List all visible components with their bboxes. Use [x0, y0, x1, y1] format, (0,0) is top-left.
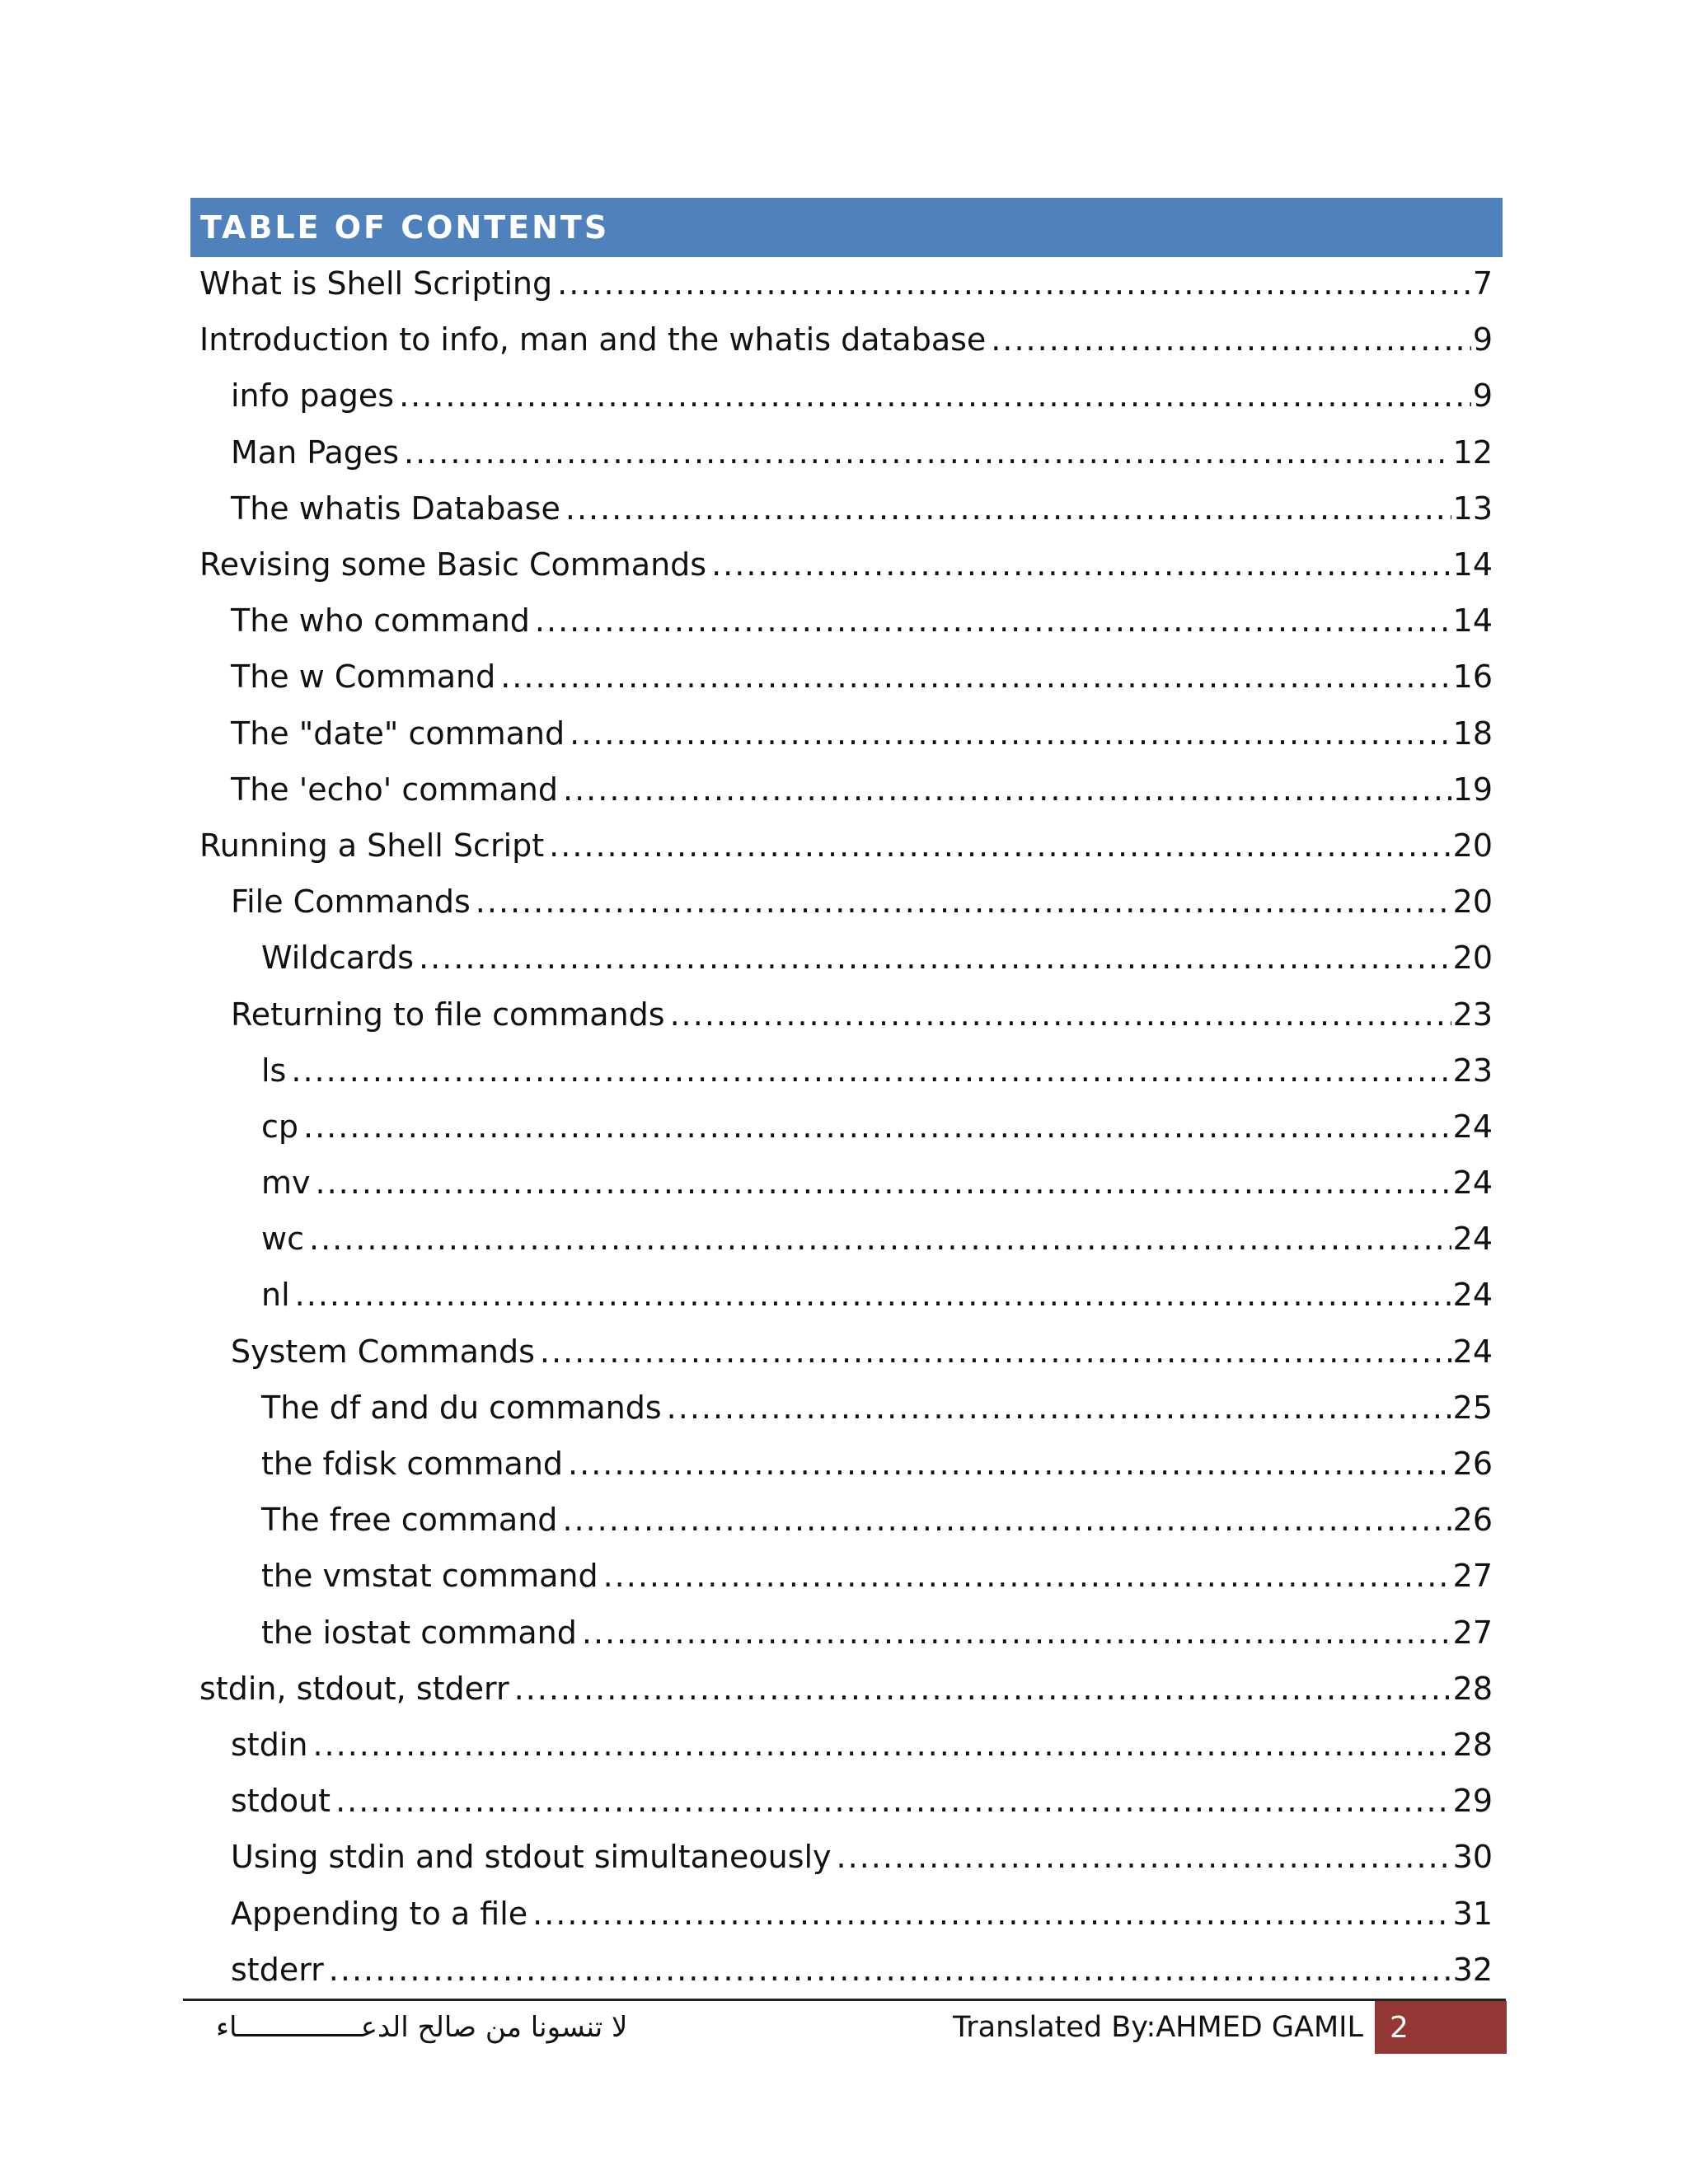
toc-entry[interactable] [190, 1099, 1493, 1155]
toc-dot-leader [303, 1111, 1451, 1142]
toc-entry-page-number: 18 [1452, 715, 1493, 752]
toc-entry-title: info pages [231, 377, 395, 415]
toc-dot-leader [837, 1841, 1451, 1872]
toc-dot-leader [540, 1336, 1451, 1367]
toc-entry-title: Returning to file commands [231, 996, 665, 1033]
toc-entry-page-number: 23 [1452, 996, 1493, 1033]
toc-entry-page-number: 19 [1452, 771, 1493, 808]
toc-entry-page-number: 27 [1452, 1558, 1493, 1595]
toc-entry-title: Revising some Basic Commands [199, 546, 707, 583]
toc-entry[interactable] [190, 1548, 1493, 1604]
toc-entry-page-number: 20 [1452, 827, 1493, 864]
toc-entry[interactable] [190, 368, 1493, 424]
toc-entry-title: the iostat command [261, 1614, 577, 1651]
toc-entry[interactable] [190, 1380, 1493, 1436]
toc-entry-title: Appending to a file [231, 1895, 528, 1932]
toc-entry[interactable] [190, 930, 1493, 986]
toc-dot-leader [565, 493, 1451, 524]
toc-dot-leader [570, 718, 1451, 749]
toc-entry-title: the fdisk command [261, 1446, 564, 1483]
toc-entry[interactable] [190, 593, 1493, 649]
toc-entry-page-number: 27 [1452, 1614, 1493, 1651]
toc-dot-leader [532, 1898, 1451, 1929]
toc-list [190, 255, 1493, 1998]
toc-dot-leader [404, 437, 1451, 468]
toc-entry[interactable] [190, 537, 1493, 593]
toc-entry-title: nl [261, 1277, 290, 1314]
toc-dot-leader [535, 605, 1451, 636]
toc-entry-title: The free command [261, 1502, 558, 1539]
toc-entry[interactable] [190, 705, 1493, 762]
toc-dot-leader [335, 1785, 1451, 1816]
toc-entry[interactable] [190, 762, 1493, 818]
toc-entry[interactable] [190, 1155, 1493, 1211]
toc-entry-title: Man Pages [231, 434, 400, 471]
toc-heading-bar [190, 198, 1503, 257]
toc-entry-page-number: 24 [1452, 1165, 1493, 1202]
toc-entry[interactable] [190, 1885, 1493, 1941]
toc-dot-leader [419, 942, 1451, 973]
toc-dot-leader [399, 380, 1471, 411]
toc-dot-leader [500, 661, 1451, 692]
toc-entry-page-number: 20 [1452, 940, 1493, 977]
toc-entry-page-number: 9 [1472, 321, 1493, 359]
toc-entry-title: Using stdin and stdout simultaneously [231, 1839, 832, 1876]
toc-entry-page-number: 14 [1452, 602, 1493, 640]
toc-entry-page-number: 9 [1472, 377, 1493, 415]
toc-entry-page-number: 23 [1452, 1052, 1493, 1089]
toc-entry-title: Wildcards [261, 940, 415, 977]
toc-entry-page-number: 20 [1452, 883, 1493, 921]
toc-entry-page-number: 30 [1452, 1839, 1493, 1876]
toc-entry[interactable] [190, 986, 1493, 1042]
toc-dot-leader [514, 1673, 1451, 1704]
toc-entry[interactable] [190, 1436, 1493, 1492]
toc-dot-leader [312, 1729, 1451, 1760]
toc-dot-leader [667, 1392, 1451, 1423]
toc-entry-page-number: 13 [1452, 490, 1493, 527]
toc-entry-title: ls [261, 1052, 287, 1089]
toc-entry-title: wc [261, 1221, 304, 1258]
toc-entry[interactable] [190, 424, 1493, 480]
toc-entry-page-number: 24 [1452, 1277, 1493, 1314]
toc-entry[interactable] [190, 480, 1493, 537]
toc-entry-page-number: 24 [1452, 1221, 1493, 1258]
toc-entry-title: cp [261, 1108, 299, 1145]
toc-entry[interactable] [190, 1829, 1493, 1885]
toc-dot-leader [582, 1617, 1451, 1648]
toc-entry[interactable] [190, 1267, 1493, 1323]
toc-entry[interactable] [190, 1717, 1493, 1773]
toc-entry-title: stdin [231, 1726, 308, 1763]
page-number: 2 [1390, 2010, 1409, 2045]
toc-entry-page-number: 28 [1452, 1726, 1493, 1763]
toc-dot-leader [291, 1055, 1451, 1086]
toc-entry[interactable] [190, 255, 1493, 312]
toc-dot-leader [603, 1560, 1451, 1591]
toc-entry-title: The who command [231, 602, 530, 640]
footer-page-number-box [1375, 2001, 1507, 2054]
toc-dot-leader [563, 774, 1451, 805]
toc-dot-leader [476, 886, 1451, 917]
toc-dot-leader [549, 830, 1451, 861]
toc-entry-title: What is Shell Scripting [199, 265, 553, 302]
toc-entry[interactable] [190, 649, 1493, 705]
toc-entry-page-number: 24 [1452, 1108, 1493, 1145]
toc-entry-title: stdout [231, 1783, 331, 1820]
toc-entry[interactable] [190, 1211, 1493, 1267]
toc-entry[interactable] [190, 818, 1493, 874]
toc-entry[interactable] [190, 1942, 1493, 1998]
toc-entry-title: stdin, stdout, stderr [199, 1670, 509, 1707]
toc-entry-title: stderr [231, 1951, 324, 1988]
toc-entry-page-number: 16 [1452, 658, 1493, 696]
toc-entry[interactable] [190, 1492, 1493, 1548]
toc-entry-title: Running a Shell Script [199, 827, 545, 864]
toc-entry-title: System Commands [231, 1333, 535, 1370]
toc-entry-page-number: 29 [1452, 1783, 1493, 1820]
toc-dot-leader [670, 999, 1451, 1030]
toc-entry[interactable] [190, 1605, 1493, 1661]
toc-entry-page-number: 12 [1452, 434, 1493, 471]
toc-entry-title: the vmstat command [261, 1558, 598, 1595]
toc-entry-page-number: 26 [1452, 1446, 1493, 1483]
toc-entry-page-number: 7 [1472, 265, 1493, 302]
toc-entry-title: The 'echo' command [231, 771, 558, 808]
toc-entry-page-number: 25 [1452, 1389, 1493, 1426]
toc-entry-title: The "date" command [231, 715, 565, 752]
toc-entry[interactable] [190, 874, 1493, 930]
toc-entry-page-number: 14 [1452, 546, 1493, 583]
toc-dot-leader [557, 268, 1471, 299]
toc-dot-leader [295, 1279, 1451, 1310]
toc-entry[interactable] [190, 1661, 1493, 1717]
toc-dot-leader [568, 1448, 1451, 1479]
toc-entry-page-number: 24 [1452, 1333, 1493, 1370]
footer-translator-credit: Translated By:AHMED GAMIL [953, 2011, 1363, 2044]
toc-dot-leader [329, 1954, 1451, 1985]
toc-heading: TABLE OF CONTENTS [200, 209, 610, 246]
toc-entry[interactable] [190, 1043, 1493, 1099]
toc-entry-page-number: 32 [1452, 1951, 1493, 1988]
toc-entry-title: mv [261, 1165, 311, 1202]
toc-entry-title: File Commands [231, 883, 471, 921]
toc-dot-leader [711, 549, 1451, 580]
toc-dot-leader [316, 1167, 1451, 1198]
toc-entry-title: Introduction to info, man and the whatis database [199, 321, 987, 359]
toc-entry-page-number: 26 [1452, 1502, 1493, 1539]
toc-entry[interactable] [190, 1324, 1493, 1380]
toc-entry[interactable] [190, 312, 1493, 368]
toc-entry[interactable] [190, 1773, 1493, 1829]
toc-entry-page-number: 31 [1452, 1895, 1493, 1932]
footer-arabic-note: لا تنسونا من صالح الدعـــــــــــــــاء [216, 2011, 628, 2044]
toc-entry-title: The w Command [231, 658, 496, 696]
toc-entry-page-number: 28 [1452, 1670, 1493, 1707]
toc-dot-leader [991, 324, 1471, 355]
toc-entry-title: The df and du commands [261, 1389, 662, 1426]
toc-dot-leader [562, 1504, 1451, 1535]
footer-divider [183, 1999, 1506, 2001]
toc-dot-leader [309, 1223, 1451, 1254]
toc-entry-title: The whatis Database [231, 490, 560, 527]
